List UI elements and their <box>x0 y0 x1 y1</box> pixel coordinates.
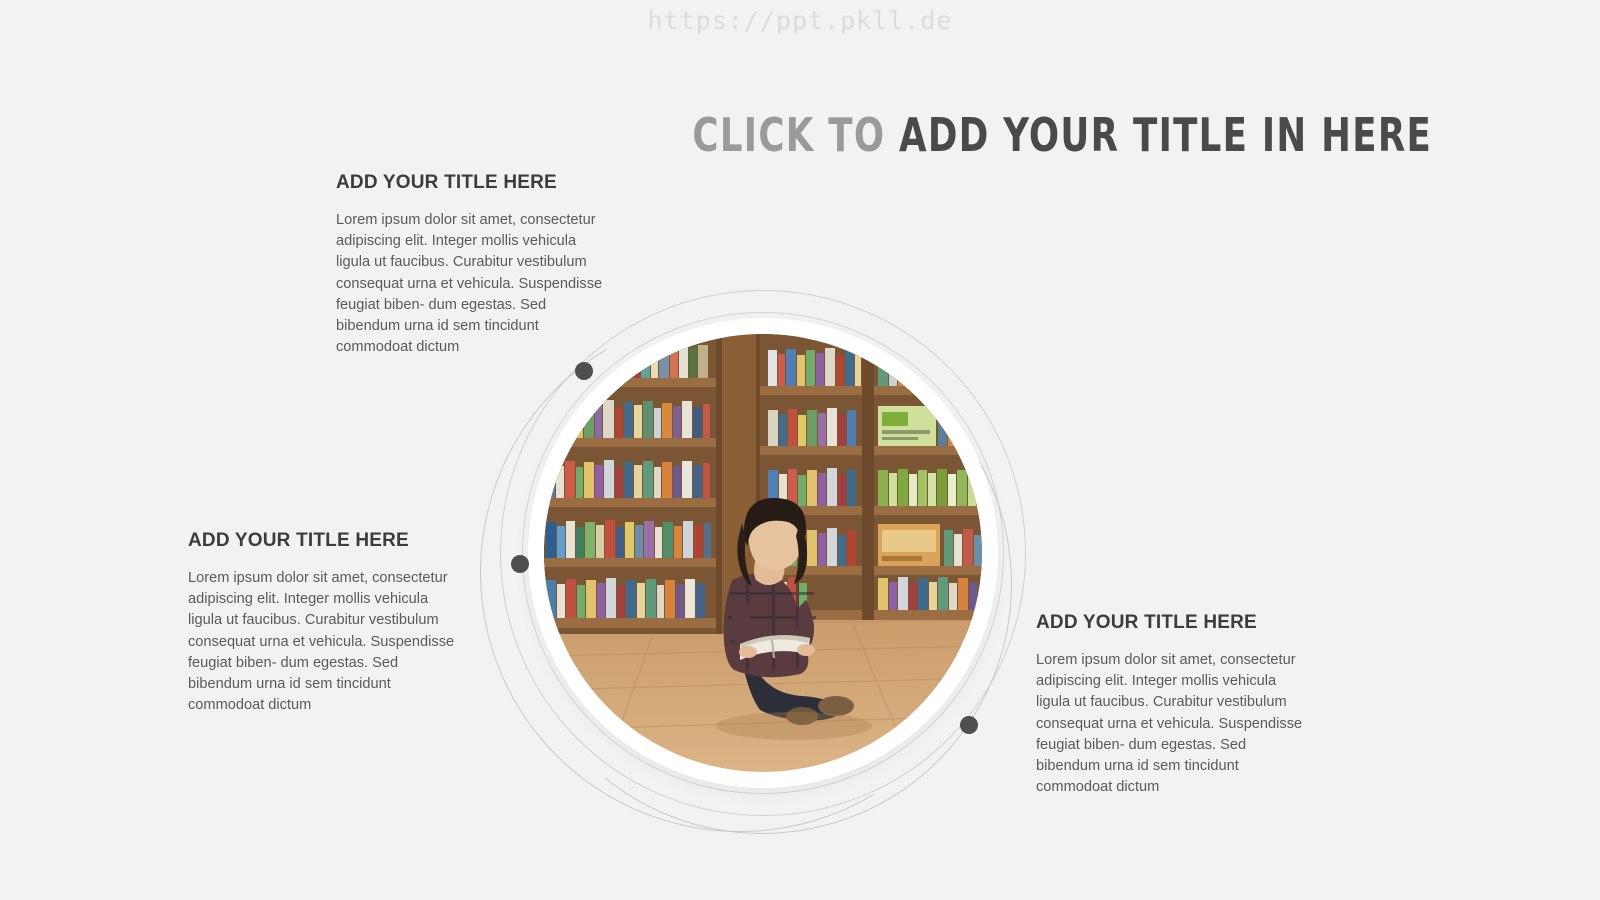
bookstore-photo <box>544 334 982 772</box>
text-block-top-body: Lorem ipsum dolor sit amet, consectetur adipiscing elit. Integer mollis vehicula ligula ut faucibus. Curabitur vestibulum consequat urna et vehicula. Suspendisse feugiat biben- dum egestas. Sed bibendum urna id sem tincidunt commodoat dictum <box>336 212 603 356</box>
text-block-right-title: ADD YOUR TITLE HERE <box>1036 612 1257 633</box>
node-dot-left[interactable] <box>511 555 529 573</box>
node-dot-top-left[interactable] <box>575 362 593 380</box>
node-dot-bottom-right[interactable] <box>960 716 978 734</box>
watermark-url: https://ppt.pkll.de <box>647 6 953 35</box>
page-title-prefix: CLICK TO <box>692 108 899 162</box>
text-block-top-title: ADD YOUR TITLE HERE <box>336 172 557 193</box>
circular-diagram <box>470 282 1040 812</box>
text-block-left-title: ADD YOUR TITLE HERE <box>188 530 409 551</box>
text-block-right <box>1036 612 1304 798</box>
text-block-left-body: Lorem ipsum dolor sit amet, consectetur adipiscing elit. Integer mollis vehicula ligula ut faucibus. Curabitur vestibulum consequat urna et vehicula. Suspendisse feugiat biben- dum egestas. Sed bibendum urna id sem tincidunt commodoat dictum <box>188 570 455 714</box>
text-block-right-body: Lorem ipsum dolor sit amet, consectetur adipiscing elit. Integer mollis vehicula ligula ut faucibus. Curabitur vestibulum consequat urna et vehicula. Suspendisse feugiat biben- dum egestas. Sed bibendum urna id sem tincidunt commodoat dictum <box>1036 652 1303 796</box>
page-title-main: ADD YOUR TITLE IN HERE <box>898 108 1432 162</box>
text-block-left <box>188 530 456 716</box>
page-title <box>692 108 1432 162</box>
